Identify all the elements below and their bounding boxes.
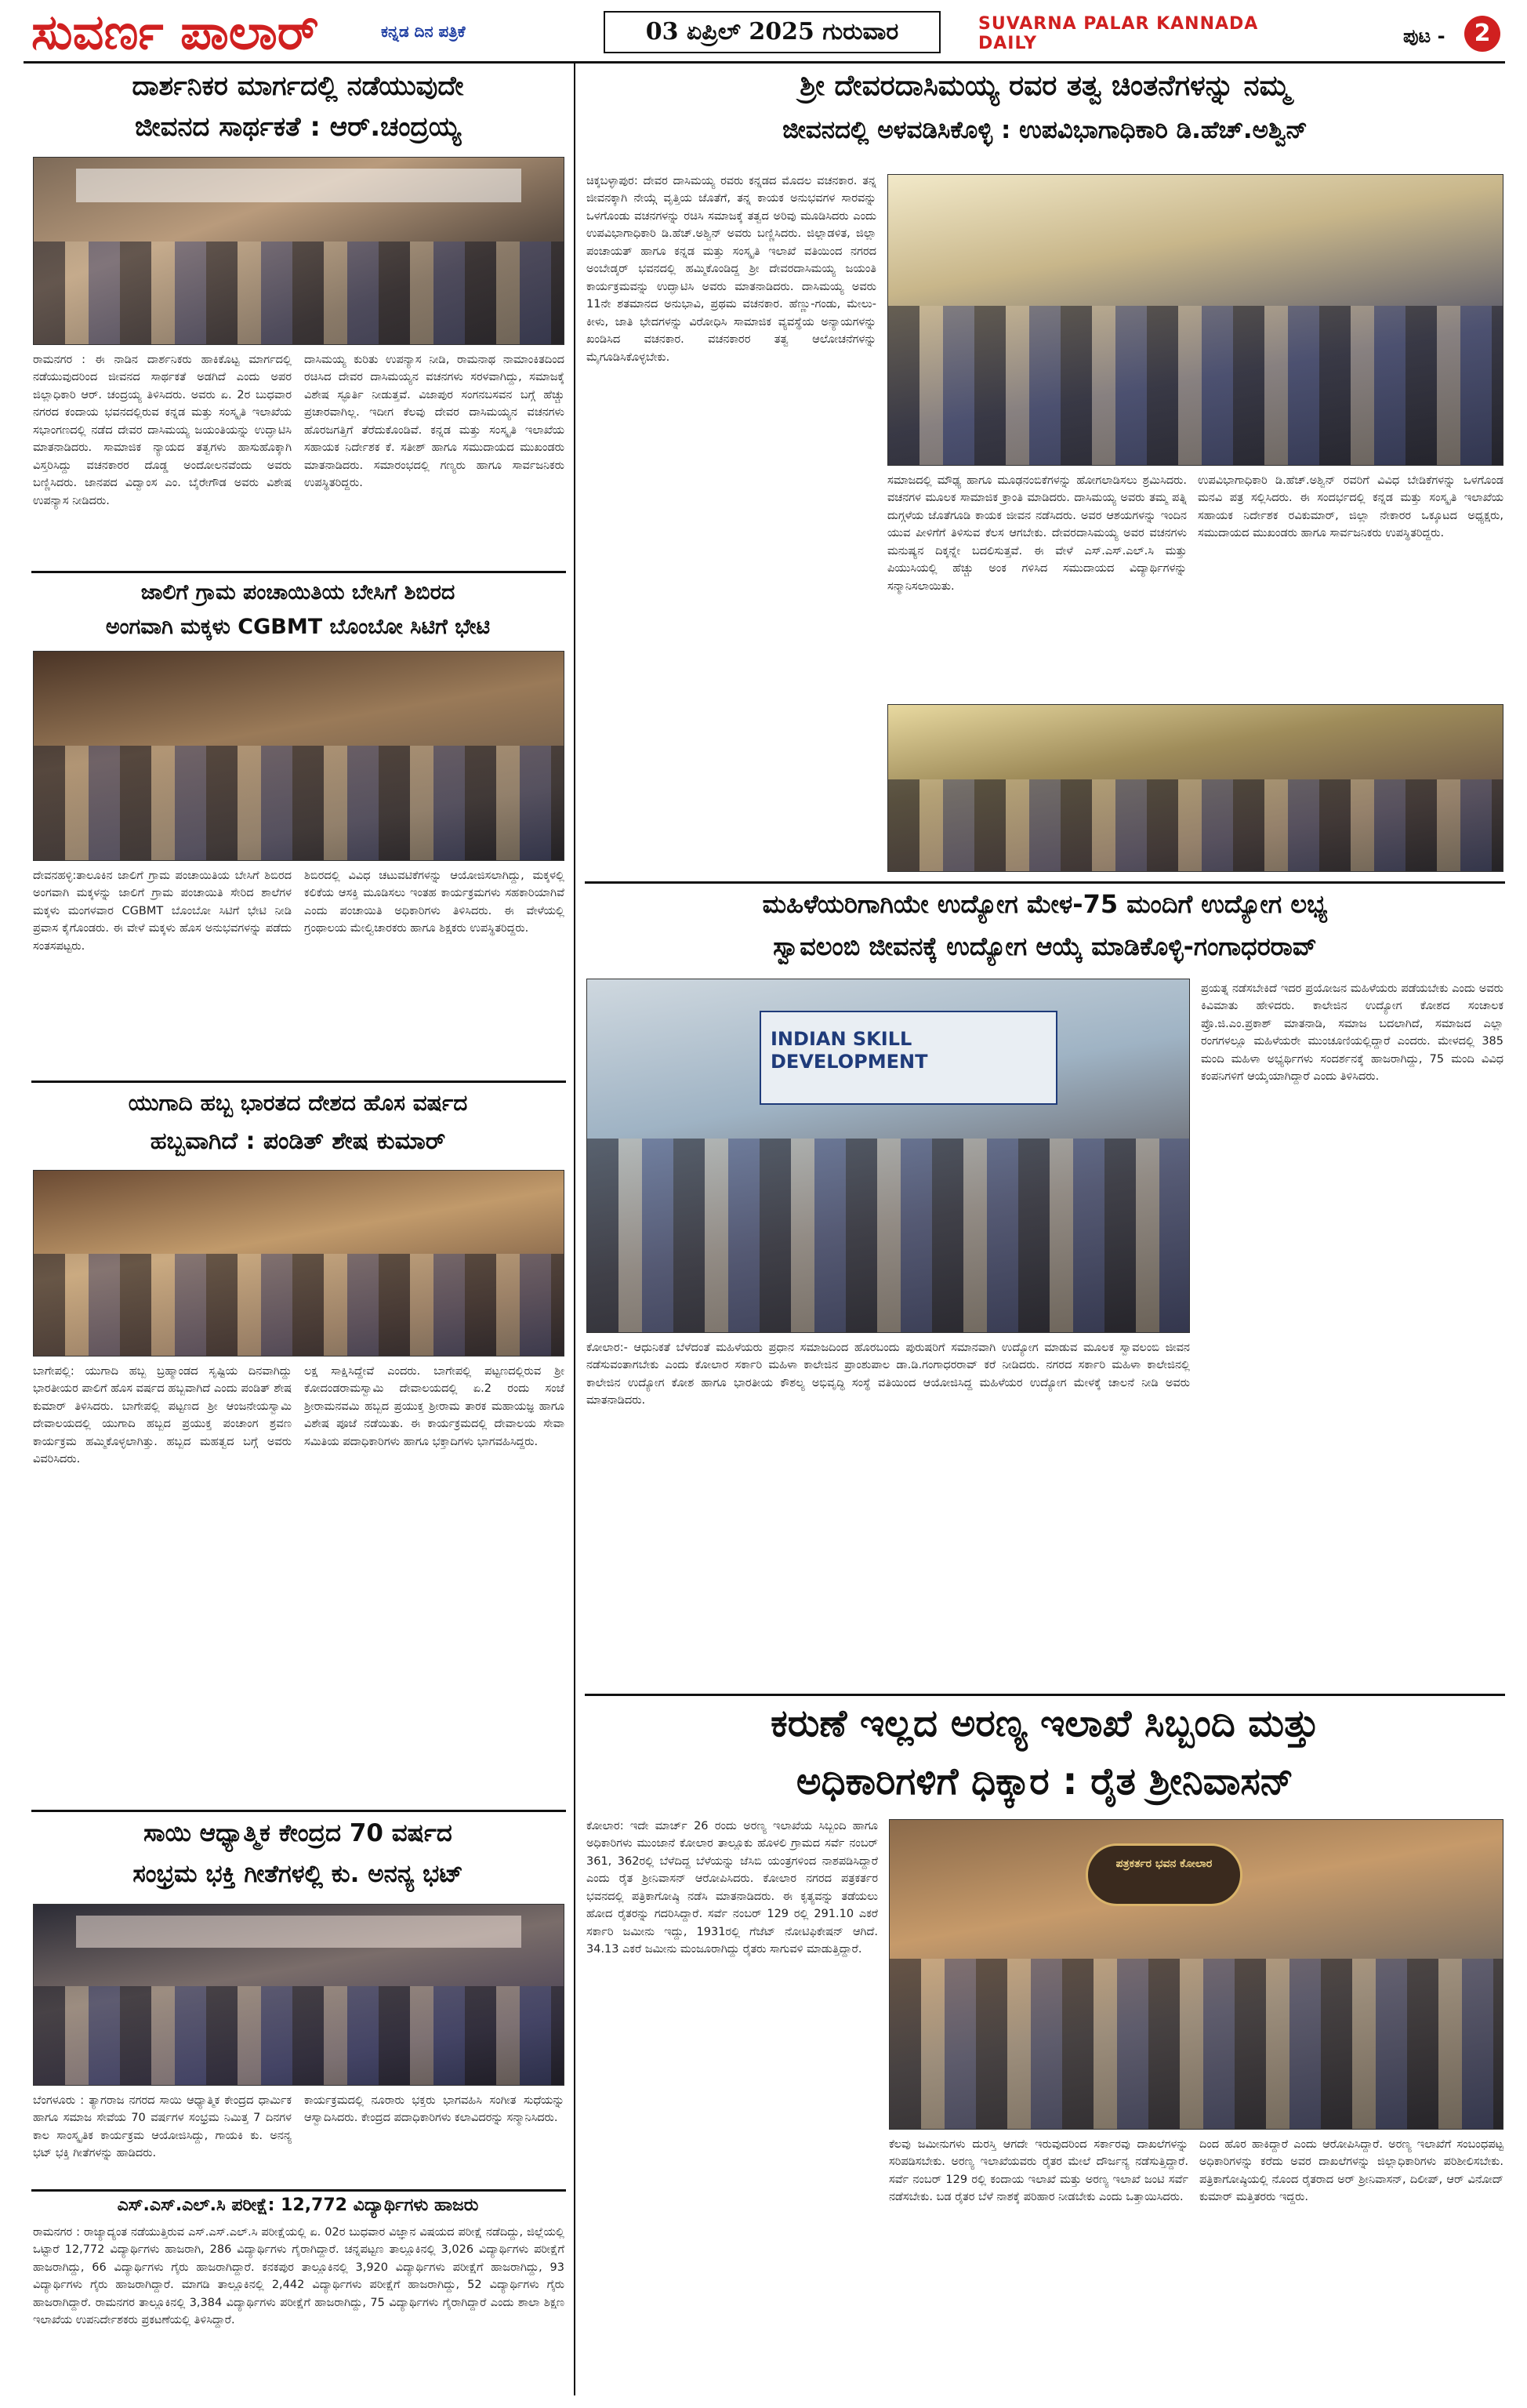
b2-headline-line2: ಸ್ವಾವಲಂಬಿ ಜೀವನಕ್ಕೆ ಉದ್ಯೋಗ ಆಯ್ಕೆ ಮಾಡಿಕೊಳ್ಳಿ-ಗಂಗಾಧರರಾವ್ [773, 932, 1317, 961]
b1-body-col3: ಉಪವಿಭಾಗಾಧಿಕಾರಿ ಡಿ.ಹೆಚ್.ಅಶ್ವಿನ್ ರವರಿಗೆ ವಿವಿಧ ಬೇಡಿಕೆಗಳನ್ನು ಒಳಗೊಂಡ ಮನವಿ ಪತ್ರ ಸಲ್ಲಿಸಿದರು. ಈ ಸಂದರ್ಭದಲ್ಲಿ ಕನ್ನಡ ಮತ್ತು ಸಂಸ್ಕೃತಿ ಇಲಾಖೆಯ ಸಹಾಯಕ ನಿರ್ದೇಶಕ ರವಿಕುಮಾರ್, ಜಿಲ್ಲಾ ನೇಕಾರರ ಒಕ್ಕೂಟದ ಅಧ್ಯಕ್ಷರು, ಸಮುದಾಯದ ಮುಖಂಡರು ಹಾಗೂ ಸಾರ್ವಜನಿಕರು ಉಪಸ್ಥಿತರಿದ್ದರು. [1198, 474, 1503, 540]
b2-separator [585, 1694, 1505, 1696]
english-name: SUVARNA PALAR KANNADA DAILY [978, 14, 1259, 53]
b2-banner [760, 1011, 1057, 1105]
page-label: ಪುಟ - [1403, 25, 1445, 47]
a4-photo [33, 1904, 564, 2086]
b3-headline-line2: ಅಧಿಕಾರಿಗಳಿಗೆ ಧಿಕ್ಕಾರ : ರೈತ ಶ್ರೀನಿವಾಸನ್ [796, 1760, 1294, 1803]
a3-body-col1: ಬಾಗೇಪಲ್ಲಿ: ಯುಗಾದಿ ಹಬ್ಬ ಬ್ರಹ್ಮಾಂಡದ ಸೃಷ್ಟಿಯ ದಿನವಾಗಿದ್ದು ಭಾರತೀಯರ ಪಾಲಿಗೆ ಹೊಸ ವರ್ಷದ ಹಬ್ಬವಾಗಿದೆ ಎಂದು ಪಂಡಿತ್ ಶೇಷ ಕುಮಾರ್ ತಿಳಿಸಿದರು. ಬಾಗೇಪಲ್ಲಿ ಪಟ್ಟಣದ ಶ್ರೀ ಆಂಜನೇಯಸ್ವಾಮಿ ದೇವಾಲಯದಲ್ಲಿ ಯುಗಾದಿ ಹಬ್ಬದ ಪ್ರಯುಕ್ತ ಪಂಚಾಂಗ ಶ್ರವಣ ಕಾರ್ಯಕ್ರಮ ಹಮ್ಮಿಕೊಳ್ಳಲಾಗಿತ್ತು. ಹಬ್ಬದ ಮಹತ್ವದ ಬಗ್ಗೆ ಅವರು ವಿವರಿಸಿದರು. [33, 1365, 292, 1466]
b1-photo-main [887, 174, 1503, 466]
a4-body-col2: ಕಾರ್ಯಕ್ರಮದಲ್ಲಿ ನೂರಾರು ಭಕ್ತರು ಭಾಗವಹಿಸಿ ಸಂಗೀತ ಸುಧೆಯನ್ನು ಆಸ್ವಾದಿಸಿದರು. ಕೇಂದ್ರದ ಪದಾಧಿಕಾರಿಗಳು ಕಲಾವಿದರನ್ನು ಸನ್ಮಾನಿಸಿದರು. [304, 2094, 564, 2125]
a2-separator [31, 1081, 566, 1083]
a3-separator [31, 1810, 566, 1812]
b2-headline-line1: ಮಹಿಳೆಯರಿಗಾಗಿಯೇ ಉದ್ಯೋಗ ಮೇಳ-75 ಮಂದಿಗೆ ಉದ್ಯೋಗ ಲಭ್ಯ [762, 889, 1328, 919]
b3-body-col1: ಕೋಲಾರ: ಇದೇ ಮಾರ್ಚ್ 26 ರಂದು ಅರಣ್ಯ ಇಲಾಖೆಯ ಸಿಬ್ಬಂದಿ ಹಾಗೂ ಅಧಿಕಾರಿಗಳು ಮುಂಜಾನೆ ಕೋಲಾರ ತಾಲ್ಲೂಕು ಹೊಳಲಿ ಗ್ರಾಮದ ಸರ್ವೆ ನಂಬರ್ 361, 362ರಲ್ಲಿ ಬೆಳೆದಿದ್ದ ಬೆಳೆಯನ್ನು ಜೆಸಿಬಿ ಯಂತ್ರಗಳಿಂದ ನಾಶಪಡಿಸಿದ್ದಾರೆ ಎಂದು ರೈತ ಶ್ರೀನಿವಾಸನ್ ಆರೋಪಿಸಿದರು. ಕೋಲಾರ ನಗರದ ಪತ್ರಕರ್ತರ ಭವನದಲ್ಲಿ ಪತ್ರಿಕಾಗೋಷ್ಠಿ ನಡೆಸಿ ಮಾತನಾಡಿದರು. ಈ ಕೃತ್ಯವನ್ನು ತಡೆಯಲು ಹೋದ ರೈತರನ್ನು ಗದರಿಸಿದ್ದಾರೆ. ಸರ್ವೆ ನಂಬರ್ 129 ರಲ್ಲಿ 291.10 ಎಕರೆ ಸರ್ಕಾರಿ ಜಮೀನು ಇದ್ದು, 1931ರಲ್ಲಿ ಗೆಜೆಟ್ ನೋಟಿಫಿಕೇಷನ್ ಆಗಿದೆ. 34.13 ಎಕರೆ ಜಮೀನು ಮಂಜೂರಾಗಿದ್ದು ರೈತರು ಸಾಗುವಳಿ ಮಾಡುತ್ತಿದ್ದಾರೆ. [586, 1820, 878, 1956]
a4-body-col1: ಬೆಂಗಳೂರು : ತ್ಯಾಗರಾಜ ನಗರದ ಸಾಯಿ ಆಧ್ಯಾತ್ಮಿಕ ಕೇಂದ್ರದ ಧಾರ್ಮಿಕ ಹಾಗೂ ಸಮಾಜ ಸೇವೆಯ 70 ವರ್ಷಗಳ ಸಂಭ್ರಮ ನಿಮಿತ್ತ 7 ದಿನಗಳ ಕಾಲ ಸಾಂಸ್ಕೃತಿಕ ಕಾರ್ಯಕ್ರಮ ಆಯೋಜಿಸಿದ್ದು, ಗಾಯಕಿ ಕು. ಅನನ್ಯ ಭಟ್ ಭಕ್ತಿ ಗೀತೆಗಳನ್ನು ಹಾಡಿದರು. [33, 2094, 292, 2160]
a2-body-col2: ಶಿಬಿರದಲ್ಲಿ ವಿವಿಧ ಚಟುವಟಿಕೆಗಳನ್ನು ಆಯೋಜಿಸಲಾಗಿದ್ದು, ಮಕ್ಕಳಲ್ಲಿ ಕಲಿಕೆಯ ಆಸಕ್ತಿ ಮೂಡಿಸಲು ಇಂತಹ ಕಾರ್ಯಕ್ರಮಗಳು ಸಹಕಾರಿಯಾಗಿವೆ ಎಂದು ಪಂಚಾಯಿತಿ ಅಧಿಕಾರಿಗಳು ತಿಳಿಸಿದರು. ಈ ವೇಳೆಯಲ್ಲಿ ಗ್ರಂಥಾಲಯ ಮೇಲ್ವಿಚಾರಕರು ಹಾಗೂ ಶಿಕ್ಷಕರು ಉಪಸ್ಥಿತರಿದ್ದರು. [304, 870, 564, 935]
date-box [604, 11, 941, 53]
a4-headline-line2: ಸಂಭ್ರಮ ಭಕ್ತಿ ಗೀತೆಗಳಲ್ಲಿ ಕು. ಅನನ್ಯ ಭಟ್ [132, 1860, 463, 1888]
b3-headline-line1: ಕರುಣೆ ಇಲ್ಲದ ಅರಣ್ಯ ಇಲಾಖೆ ಸಿಬ್ಬಂದಿ ಮತ್ತು [771, 1702, 1319, 1745]
b2-body-col1: ಕೋಲಾರ:- ಆಧುನಿಕತೆ ಬೆಳೆದಂತೆ ಮಹಿಳೆಯರು ಪ್ರಧಾನ ಸಮಾಜದಿಂದ ಹೊರಬಂದು ಪುರುಷರಿಗೆ ಸಮಾನವಾಗಿ ಉದ್ಯೋಗ ಮಾಡುವ ಮೂಲಕ ಸ್ವಾವಲಂಬಿ ಜೀವನ ನಡೆಸುವಂತಾಗಬೇಕು ಎಂದು ಕೋಲಾರ ಸರ್ಕಾರಿ ಮಹಿಳಾ ಕಾಲೇಜಿನ ಪ್ರಾಂಶುಪಾಲ ಡಾ.ಡಿ.ಗಂಗಾಧರರಾವ್ ಕರೆ ನೀಡಿದರು. ನಗರದ ಸರ್ಕಾರಿ ಮಹಿಳಾ ಕಾಲೇಜಿನಲ್ಲಿ ಕಾಲೇಜಿನ ಉದ್ಯೋಗ ಕೋಶ ಹಾಗೂ ಭಾರತೀಯ ಕೌಶಲ್ಯ ಅಭಿವೃದ್ಧಿ ಸಂಸ್ಥೆ ವತಿಯಿಂದ ಆಯೋಜಿಸಿದ್ದ ಮಹಿಳೆಯರ ಉದ್ಯೋಗ ಮೇಳಕ್ಕೆ ಚಾಲನೆ ನೀಡಿ ಅವರು ಮಾತನಾಡಿದರು. [586, 1342, 1190, 1407]
column-divider [574, 63, 575, 2395]
a1-photo [33, 157, 564, 345]
a4-headline-line1: ಸಾಯಿ ಆಧ್ಯಾತ್ಮಿಕ ಕೇಂದ್ರದ 70 ವರ್ಷದ [143, 1819, 452, 1847]
b1-body-col1: ಚಿಕ್ಕಬಳ್ಳಾಪುರ: ದೇವರ ದಾಸಿಮಯ್ಯ ರವರು ಕನ್ನಡದ ಮೊದಲ ವಚನಕಾರ. ತನ್ನ ಜೀವನಕ್ಕಾಗಿ ನೇಯ್ಗೆ ವೃತ್ತಿಯ ಜೊತೆಗೆ, ತನ್ನ ಕಾಯಕ ಅನುಭವಗಳ ಸಾರವನ್ನು ಒಳಗೊಂಡು ವಚನಗಳನ್ನು ರಚಿಸಿ ಸಮಾಜಕ್ಕೆ ತತ್ವದ ಅರಿವು ಮೂಡಿಸಿದರು ಎಂದು ಉಪವಿಭಾಗಾಧಿಕಾರಿ ಡಿ.ಹೆಚ್.ಅಶ್ವಿನ್ ಅವರು ಬಣ್ಣಿಸಿದರು. ಜಿಲ್ಲಾಡಳಿತ, ಜಿಲ್ಲಾ ಪಂಚಾಯತ್ ಹಾಗೂ ಕನ್ನಡ ಮತ್ತು ಸಂಸ್ಕೃತಿ ಇಲಾಖೆ ವತಿಯಿಂದ ನಗರದ ಅಂಬೇಡ್ಕರ್ ಭವನದಲ್ಲಿ ಹಮ್ಮಿಕೊಂಡಿದ್ದ ಶ್ರೀ ದೇವರದಾಸಿಮಯ್ಯ ಜಯಂತಿ ಕಾರ್ಯಕ್ರಮವನ್ನು ಉದ್ಘಾಟಿಸಿ ಅವರು ಮಾತನಾಡಿದರು. ದಾಸಿಮಯ್ಯ ಅವರು 11ನೇ ಶತಮಾನದ ಅನುಭಾವಿ, ಪ್ರಥಮ ವಚನಕಾರ. ಹೆಣ್ಣು-ಗಂಡು, ಮೇಲು-ಕೀಳು, ಜಾತಿ ಭೇದಗಳನ್ನು ವಿರೋಧಿಸಿ ಸಾಮಾಜಿಕ ವ್ಯವಸ್ಥೆಯ ಅನ್ಯಾಯಗಳನ್ನು ಖಂಡಿಸಿದ ವಚನಕಾರ. ವಚನಕಾರರ ತತ್ವ ಆಲೋಚನೆಗಳನ್ನು ಮೈಗೂಡಿಸಿಕೊಳ್ಳಬೇಕು. [586, 175, 876, 364]
a1-body-col2: ದಾಸಿಮಯ್ಯ ಕುರಿತು ಉಪನ್ಯಾಸ ನೀಡಿ, ರಾಮನಾಥ ನಾಮಾಂಕಿತದಿಂದ ರಚಿಸಿದ ದೇವರ ದಾಸಿಮಯ್ಯನ ವಚನಗಳು ಸರಳವಾಗಿದ್ದು, ಸಮಾಜಕ್ಕೆ ವಿಶೇಷ ಸ್ಫೂರ್ತಿ ನೀಡುತ್ತವೆ. ವಿಜಾಪುರ ಸಂಗನಬಸವನ ಬಗ್ಗೆ ಹೆಚ್ಚು ಪ್ರಚಾರವಾಗಿಲ್ಲ. ಇದೀಗ ಕೆಲವು ದೇವರ ದಾಸಿಮಯ್ಯನ ವಚನಗಳು ಹೊರಜಗತ್ತಿಗೆ ತೆರೆದುಕೊಂಡಿವೆ. ಕನ್ನಡ ಮತ್ತು ಸಂಸ್ಕೃತಿ ಇಲಾಖೆಯ ಸಹಾಯಕ ನಿರ್ದೇಶಕ ಕೆ. ಸತೀಶ್ ಹಾಗೂ ಸಮುದಾಯದ ಮುಖಂಡರು ಮಾತನಾಡಿದರು. ಸಮಾರಂಭದಲ್ಲಿ ಗಣ್ಯರು ಹಾಗೂ ಸಾರ್ವಜನಿಕರು ಉಪಸ್ಥಿತರಿದ್ದರು. [304, 354, 564, 490]
a2-headline-line1: ಜಾಲಿಗೆ ಗ್ರಾಮ ಪಂಚಾಯಿತಿಯ ಬೇಸಿಗೆ ಶಿಬಿರದ [140, 580, 455, 605]
b2-photo [586, 979, 1190, 1333]
b3-photo [889, 1819, 1503, 2130]
a5-headline: ಎಸ್.ಎಸ್.ಎಲ್.ಸಿ ಪರೀಕ್ಷೆ: 12,772 ವಿದ್ಯಾರ್ಥಿಗಳು ಹಾಜರು [117, 2196, 479, 2215]
a2-body-col1: ದೇವನಹಳ್ಳಿ:ತಾಲೂಕಿನ ಜಾಲಿಗೆ ಗ್ರಾಮ ಪಂಚಾಯಿತಿಯ ಬೇಸಿಗೆ ಶಿಬಿರದ ಅಂಗವಾಗಿ ಮಕ್ಕಳನ್ನು ಜಾಲಿಗೆ ಗ್ರಾಮ ಪಂಚಾಯಿತಿ ಸೇರಿದ ಶಾಲೆಗಳ ಮಕ್ಕಳು ಮಂಗಳವಾರ CGBMT ಬೊಂಬೋ ಸಿಟಿಗೆ ಭೇಟಿ ನೀಡಿ ಪ್ರವಾಸ ಕೈಗೊಂಡರು. ಈ ವೇಳೆ ಮಕ್ಕಳು ಹೊಸ ಅನುಭವಗಳನ್ನು ಪಡೆದು ಸಂತಸಪಟ್ಟರು. [33, 870, 292, 953]
a4-separator [31, 2189, 566, 2192]
a3-headline-line2: ಹಬ್ಬವಾಗಿದೆ : ಪಂಡಿತ್ ಶೇಷ ಕುಮಾರ್ [150, 1128, 446, 1155]
a1-separator [31, 571, 566, 573]
a1-headline-line2: ಜೀವನದ ಸಾರ್ಥಕತೆ : ಆರ್.ಚಂದ್ರಯ್ಯ [135, 111, 461, 143]
b3-body-col3: ದಿಂದ ಹೊರ ಹಾಕಿದ್ದಾರೆ ಎಂದು ಆರೋಪಿಸಿದ್ದಾರೆ. ಅರಣ್ಯ ಇಲಾಖೆಗೆ ಸಂಬಂಧಪಟ್ಟ ಅಧಿಕಾರಿಗಳನ್ನು ಕರೆದು ಅವರ ದಾಖಲೆಗಳನ್ನು ಜಿಲ್ಲಾಧಿಕಾರಿಗಳು ಪರಿಶೀಲಿಸಬೇಕು. ಪತ್ರಿಕಾಗೋಷ್ಠಿಯಲ್ಲಿ ನೊಂದ ರೈತರಾದ ಅರ್ ಶ್ರೀನಿವಾಸನ್, ದಿಲೀಪ್, ಆರ್ ವಿನೋದ್ ಕುಮಾರ್ ಮತ್ತಿತರರು ಇದ್ದರು. [1199, 2138, 1503, 2204]
b1-headline-line1: ಶ್ರೀ ದೇವರದಾಸಿಮಯ್ಯ ರವರ ತತ್ವ ಚಿಂತನೆಗಳನ್ನು ನಮ್ಮ [800, 70, 1290, 102]
page-number-badge: 2 [1464, 16, 1500, 52]
b3-body-col2: ಕೆಲವು ಜಮೀನುಗಳು ದುರಸ್ತಿ ಆಗದೇ ಇರುವುದರಿಂದ ಸರ್ಕಾರವು ದಾಖಲೆಗಳನ್ನು ಸರಿಪಡಿಸಬೇಕು. ಅರಣ್ಯ ಇಲಾಖೆಯವರು ರೈತರ ಮೇಲೆ ದೌರ್ಜನ್ಯ ನಡೆಸುತ್ತಿದ್ದಾರೆ. ಸರ್ವೆ ನಂಬರ್ 129 ರಲ್ಲಿ ಕಂದಾಯ ಇಲಾಖೆ ಮತ್ತು ಅರಣ್ಯ ಇಲಾಖೆ ಜಂಟಿ ಸರ್ವೆ ನಡೆಸಬೇಕು. ಬಡ ರೈತರ ಬೆಳೆ ನಾಶಕ್ಕೆ ಪರಿಹಾರ ನೀಡಬೇಕು ಎಂದು ಒತ್ತಾಯಿಸಿದರು. [889, 2138, 1188, 2204]
a1-headline-line1: ದಾರ್ಶನಿಕರ ಮಾರ್ಗದಲ್ಲಿ ನಡೆಯುವುದೇ [132, 71, 464, 102]
a2-photo [33, 651, 564, 861]
issue-date: 03 ಏಪ್ರಿಲ್ 2025 ಗುರುವಾರ [645, 18, 899, 45]
b1-photo-students [887, 704, 1503, 872]
a2-headline-line2: ಅಂಗವಾಗಿ ಮಕ್ಕಳು CGBMT ಬೊಂಬೋ ಸಿಟಿಗೆ ಭೇಟಿ [105, 615, 491, 639]
a5-body: ರಾಮನಗರ : ರಾಜ್ಯಾದ್ಯಂತ ನಡೆಯುತ್ತಿರುವ ಎಸ್.ಎಸ್.ಎಲ್.ಸಿ ಪರೀಕ್ಷೆಯಲ್ಲಿ ಏ. 02ರ ಬುಧವಾರ ವಿಜ್ಞಾನ ವಿಷಯದ ಪರೀಕ್ಷೆ ನಡೆದಿದ್ದು, ಜಿಲ್ಲೆಯಲ್ಲಿ ಒಟ್ಟಾರೆ 12,772 ವಿದ್ಯಾರ್ಥಿಗಳು ಹಾಜರಾಗಿ, 286 ವಿದ್ಯಾರ್ಥಿಗಳು ಗೈರಾಗಿದ್ದಾರೆ. ಚನ್ನಪಟ್ಟಣ ತಾಲ್ಲೂಕಿನಲ್ಲಿ 3,026 ವಿದ್ಯಾರ್ಥಿಗಳು ಪರೀಕ್ಷೆಗೆ ಹಾಜರಾಗಿದ್ದು, 66 ವಿದ್ಯಾರ್ಥಿಗಳು ಗೈರು ಹಾಜರಾಗಿದ್ದಾರೆ. ಕನಕಪುರ ತಾಲ್ಲೂಕಿನಲ್ಲಿ 3,920 ವಿದ್ಯಾರ್ಥಿಗಳು ಪರೀಕ್ಷೆಗೆ ಹಾಜರಾಗಿದ್ದು, 93 ವಿದ್ಯಾರ್ಥಿಗಳು ಗೈರು ಹಾಜರಾಗಿದ್ದಾರೆ. ಮಾಗಡಿ ತಾಲ್ಲೂಕಿನಲ್ಲಿ 2,442 ವಿದ್ಯಾರ್ಥಿಗಳು ಪರೀಕ್ಷೆಗೆ ಹಾಜರಾಗಿದ್ದು, 52 ವಿದ್ಯಾರ್ಥಿಗಳು ಗೈರು ಹಾಜರಾಗಿದ್ದಾರೆ. ರಾಮನಗರ ತಾಲ್ಲೂಕಿನಲ್ಲಿ 3,384 ವಿದ್ಯಾರ್ಥಿಗಳು ಪರೀಕ್ಷೆಗೆ ಹಾಜರಾಗಿದ್ದು, 75 ವಿದ್ಯಾರ್ಥಿಗಳು ಗೈರಾಗಿದ್ದಾರೆ ಎಂದು ಶಾಲಾ ಶಿಕ್ಷಣ ಇಲಾಖೆಯ ಉಪನಿರ್ದೇಶಕರು ಪ್ರಕಟಣೆಯಲ್ಲಿ ತಿಳಿಸಿದ್ದಾರೆ. [33, 2226, 564, 2327]
a3-photo [33, 1170, 564, 1357]
b1-headline-line2: ಜೀವನದಲ್ಲಿ ಅಳವಡಿಸಿಕೊಳ್ಳಿ : ಉಪವಿಭಾಗಾಧಿಕಾರಿ ಡಿ.ಹೆಚ್.ಅಶ್ವಿನ್ [782, 116, 1308, 144]
b2-banner-text: INDIAN SKILL DEVELOPMENT [771, 1028, 928, 1073]
a3-headline-line1: ಯುಗಾದಿ ಹಬ್ಬ ಭಾರತದ ದೇಶದ ಹೊಸ ವರ್ಷದ [128, 1090, 468, 1116]
masthead-rule [24, 61, 1505, 64]
a3-body-col2: ಲಕ್ಷ ಸಾಕ್ಷಿಸಿದ್ದೇವೆ ಎಂದರು. ಬಾಗೇಪಲ್ಲಿ ಪಟ್ಟಣದಲ್ಲಿರುವ ಶ್ರೀ ಕೋದಂಡರಾಮಸ್ವಾಮಿ ದೇವಾಲಯದಲ್ಲಿ ಏ.2 ರಂದು ಸಂಜೆ ಶ್ರೀರಾಮನವಮಿ ಹಬ್ಬದ ಪ್ರಯುಕ್ತ ಶ್ರೀರಾಮ ತಾರಕ ಮಹಾಯಜ್ಞ ಹಾಗೂ ವಿಶೇಷ ಪೂಜೆ ನಡೆಯಿತು. ಈ ಕಾರ್ಯಕ್ರಮದಲ್ಲಿ ದೇವಾಲಯ ಸೇವಾ ಸಮಿತಿಯ ಪದಾಧಿಕಾರಿಗಳು ಹಾಗೂ ಭಕ್ತಾದಿಗಳು ಭಾಗವಹಿಸಿದ್ದರು. [304, 1365, 564, 1448]
b3-wall-sign [1086, 1843, 1242, 1906]
b2-body-col2: ಪ್ರಯತ್ನ ನಡೆಸಬೇಕಿದೆ ಇದರ ಪ್ರಯೋಜನ ಮಹಿಳೆಯರು ಪಡೆಯಬೇಕು ಎಂದು ಅವರು ಕಿವಿಮಾತು ಹೇಳಿದರು. ಕಾಲೇಜಿನ ಉದ್ಯೋಗ ಕೋಶದ ಸಂಚಾಲಕ ಪ್ರೊ.ಜಿ.ಎಂ.ಪ್ರಕಾಶ್ ಮಾತನಾಡಿ, ಸಮಾಜ ಬದಲಾಗಿದೆ, ಸಮಾಜದ ಎಲ್ಲಾ ರಂಗಗಳಲ್ಲೂ ಮಹಿಳೆಯರೇ ಮುಂಚೂಣಿಯಲ್ಲಿದ್ದಾರೆ ಎಂದರು. ಮೇಳದಲ್ಲಿ 385 ಮಂದಿ ಮಹಿಳಾ ಅಭ್ಯರ್ಥಿಗಳು ಸಂದರ್ಶನಕ್ಕೆ ಹಾಜರಾಗಿದ್ದು, 75 ಮಂದಿ ವಿವಿಧ ಕಂಪನಿಗಳಿಗೆ ಆಯ್ಕೆಯಾಗಿದ್ದಾರೆ ಎಂದು ತಿಳಿಸಿದರು. [1201, 982, 1503, 1084]
paper-name: ಸುವರ್ಣ ಪಾಲಾರ್ [31, 3, 319, 60]
b1-separator [585, 881, 1505, 884]
a1-body-col1: ರಾಮನಗರ : ಈ ನಾಡಿನ ದಾರ್ಶನಿಕರು ಹಾಕಿಕೊಟ್ಟ ಮಾರ್ಗದಲ್ಲಿ ನಡೆಯುವುದರಿಂದ ಜೀವನದ ಸಾರ್ಥಕತೆ ಅಡಗಿದೆ ಎಂದು ಅಪರ ಜಿಲ್ಲಾಧಿಕಾರಿ ಆರ್. ಚಂದ್ರಯ್ಯ ತಿಳಿಸಿದರು. ಅವರು ಏ. 2ರ ಬುಧವಾರ ನಗರದ ಕಂದಾಯ ಭವನದಲ್ಲಿರುವ ಕನ್ನಡ ಮತ್ತು ಸಂಸ್ಕೃತಿ ಇಲಾಖೆಯ ಸಭಾಂಗಣದಲ್ಲಿ ನಡೆದ ದೇವರ ದಾಸಿಮಯ್ಯ ಜಯಂತಿಯನ್ನು ಉದ್ಘಾಟಿಸಿ ಮಾತನಾಡಿದರು. ಸಾಮಾಜಿಕ ನ್ಯಾಯದ ತತ್ವಗಳು ಹಾಸುಹೊಕ್ಕಾಗಿ ವಿಸ್ತರಿಸಿದ್ದು ವಚನಕಾರರ ದೊಡ್ಡ ಅಂದೋಲನವೆಂದು ಅವರು ಬಣ್ಣಿಸಿದರು. ಜಾನಪದ ವಿದ್ವಾಂಸ ಎಂ. ಬೈರೇಗೌಡ ಅವರು ವಿಶೇಷ ಉಪನ್ಯಾಸ ನೀಡಿದರು. [33, 354, 292, 507]
b3-wall-sign-text: ಪತ್ರಕರ್ತರ ಭವನ ಕೋಲಾರ [1115, 1858, 1213, 1870]
paper-tagline: ಕನ್ನಡ ದಿನ ಪತ್ರಿಕೆ [381, 22, 466, 41]
b1-body-col2: ಸಮಾಜದಲ್ಲಿ ಮೌಢ್ಯ ಹಾಗೂ ಮೂಢನಂಬಿಕೆಗಳನ್ನು ಹೋಗಲಾಡಿಸಲು ಶ್ರಮಿಸಿದರು. ವಚನಗಳ ಮೂಲಕ ಸಾಮಾಜಿಕ ಕ್ರಾಂತಿ ಮಾಡಿದರು. ದಾಸಿಮಯ್ಯ ಅವರು ತಮ್ಮ ಪತ್ನಿ ದುಗ್ಗಳೆಯ ಜೊತೆಗೂಡಿ ಕಾಯಕ ಜೀವನ ನಡೆಸಿದರು. ಅವರ ಆಶಯಗಳನ್ನು ಇಂದಿನ ಯುವ ಪೀಳಿಗೆಗೆ ತಿಳಿಸುವ ಕೆಲಸ ಆಗಬೇಕು. ದೇವರದಾಸಿಮಯ್ಯ ಅವರ ವಚನಗಳು ಮನುಷ್ಯನ ದಿಕ್ಕನ್ನೇ ಬದಲಿಸುತ್ತವೆ. ಈ ವೇಳೆ ಎಸ್.ಎಸ್.ಎಲ್.ಸಿ ಮತ್ತು ಪಿಯುಸಿಯಲ್ಲಿ ಹೆಚ್ಚು ಅಂಕ ಗಳಿಸಿದ ಸಮುದಾಯದ ವಿದ್ಯಾರ್ಥಿಗಳನ್ನು ಸನ್ಮಾನಿಸಲಾಯಿತು. [887, 474, 1187, 593]
